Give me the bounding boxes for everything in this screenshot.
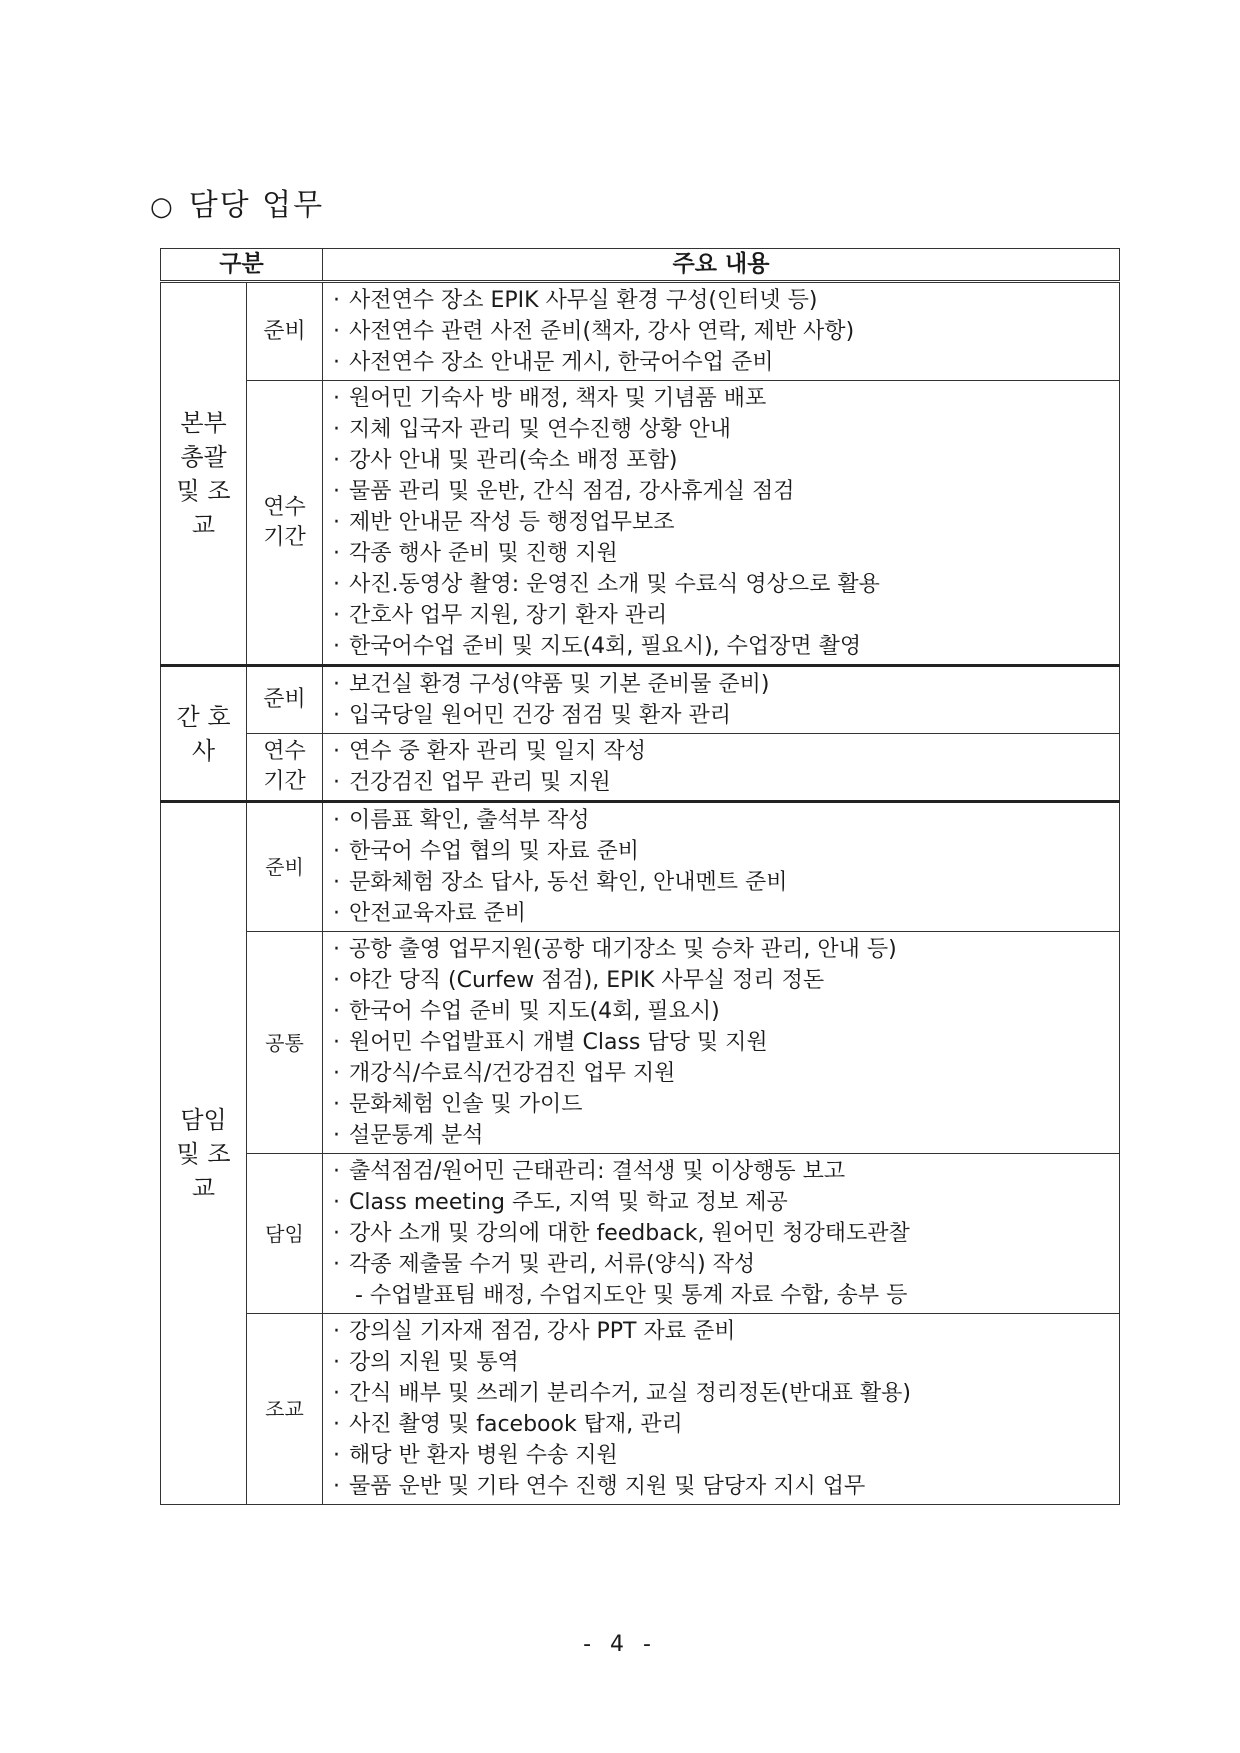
item-list bbox=[329, 736, 1113, 798]
content-cell bbox=[323, 802, 1120, 932]
list-item bbox=[333, 805, 1113, 836]
list-item-text: 물품 관리 및 운반, 간식 점검, 강사휴게실 점검 bbox=[349, 479, 795, 504]
item-list bbox=[329, 805, 1113, 929]
list-item bbox=[333, 1058, 1113, 1089]
list-item-text: 건강검진 업무 관리 및 지원 bbox=[349, 770, 611, 795]
bullet-icon: · bbox=[333, 1092, 340, 1117]
content-cell bbox=[323, 666, 1120, 734]
list-item-text: 사전연수 장소 EPIK 사무실 환경 구성(인터넷 등) bbox=[349, 288, 818, 313]
bullet-icon: · bbox=[333, 603, 340, 628]
list-item-text: 간식 배부 및 쓰레기 분리수거, 교실 정리정돈(반대표 활용) bbox=[349, 1381, 911, 1406]
list-item-text: 해당 반 환자 병원 수송 지원 bbox=[349, 1443, 618, 1468]
table-row bbox=[161, 734, 1120, 802]
list-item-text: 원어민 기숙사 방 배정, 책자 및 기념품 배포 bbox=[349, 386, 767, 411]
list-item bbox=[333, 965, 1113, 996]
list-item-text: 강의 지원 및 통역 bbox=[349, 1350, 519, 1375]
list-item bbox=[333, 600, 1113, 631]
bullet-icon: · bbox=[333, 999, 340, 1024]
duties-table bbox=[160, 248, 1120, 1505]
table-header-row bbox=[161, 249, 1120, 282]
list-item bbox=[333, 1120, 1113, 1151]
bullet-icon: · bbox=[333, 1030, 340, 1055]
content-cell bbox=[323, 932, 1120, 1154]
list-item bbox=[333, 1409, 1113, 1440]
sub-item-list bbox=[329, 1280, 1113, 1311]
list-item bbox=[333, 767, 1113, 798]
list-item-text: 강사 안내 및 관리(숙소 배정 포함) bbox=[349, 448, 678, 473]
list-item-text: 강의실 기자재 점검, 강사 PPT 자료 준비 bbox=[349, 1319, 736, 1344]
bullet-icon: · bbox=[333, 703, 340, 728]
list-item-text: 야간 당직 (Curfew 점검), EPIK 사무실 정리 정돈 bbox=[349, 968, 825, 993]
list-item bbox=[333, 538, 1113, 569]
list-item-text: 각종 제출물 수거 및 관리, 서류(양식) 작성 bbox=[349, 1252, 756, 1277]
bullet-icon: · bbox=[333, 1061, 340, 1086]
bullet-icon: · bbox=[333, 541, 340, 566]
item-list bbox=[329, 934, 1113, 1151]
bullet-icon: · bbox=[333, 870, 340, 895]
list-item bbox=[333, 1218, 1113, 1249]
table-row bbox=[161, 802, 1120, 932]
list-item bbox=[333, 736, 1113, 767]
list-item bbox=[333, 898, 1113, 929]
list-item bbox=[333, 285, 1113, 316]
list-item-text: 개강식/수료식/건강검진 업무 지원 bbox=[349, 1061, 676, 1086]
list-item bbox=[333, 1378, 1113, 1409]
list-item bbox=[333, 569, 1113, 600]
bullet-icon: · bbox=[333, 288, 340, 313]
subgroup-label: 연수 기간 bbox=[247, 381, 323, 666]
bullet-icon: · bbox=[333, 901, 340, 926]
bullet-icon: · bbox=[333, 479, 340, 504]
list-item-text: 연수 중 환자 관리 및 일지 작성 bbox=[349, 739, 646, 764]
list-item bbox=[333, 347, 1113, 378]
list-item bbox=[333, 1027, 1113, 1058]
bullet-icon: · bbox=[333, 808, 340, 833]
list-item-text: 사전연수 장소 안내문 게시, 한국어수업 준비 bbox=[349, 350, 774, 375]
list-item-text: 간호사 업무 지원, 장기 환자 관리 bbox=[349, 603, 668, 628]
list-item-text: 한국어수업 준비 및 지도(4회, 필요시), 수업장면 촬영 bbox=[349, 634, 862, 659]
table-row bbox=[161, 282, 1120, 381]
bullet-icon: · bbox=[333, 417, 340, 442]
subgroup-label: 준비 bbox=[247, 666, 323, 734]
list-item-text: 한국어 수업 협의 및 자료 준비 bbox=[349, 839, 639, 864]
list-item-text: 사진.동영상 촬영: 운영진 소개 및 수료식 영상으로 활용 bbox=[349, 572, 880, 597]
subgroup-label: 담임 bbox=[247, 1154, 323, 1314]
list-item bbox=[333, 507, 1113, 538]
header-category: 구분 bbox=[161, 249, 323, 282]
list-item bbox=[333, 1316, 1113, 1347]
list-item bbox=[333, 1347, 1113, 1378]
list-item-text: 입국당일 원어민 건강 점검 및 환자 관리 bbox=[349, 703, 731, 728]
list-item-text: 출석점검/원어민 근태관리: 결석생 및 이상행동 보고 bbox=[349, 1159, 846, 1184]
list-item bbox=[333, 414, 1113, 445]
section-title bbox=[150, 180, 324, 224]
list-item: - 수업발표팀 배정, 수업지도안 및 통계 자료 수합, 송부 등 bbox=[355, 1283, 908, 1308]
header-content: 주요 내용 bbox=[323, 249, 1120, 282]
subgroup-label: 준비 bbox=[247, 282, 323, 381]
item-list bbox=[329, 669, 1113, 731]
content-cell bbox=[323, 734, 1120, 802]
bullet-icon: · bbox=[333, 739, 340, 764]
list-item bbox=[333, 631, 1113, 662]
list-item-text: 강사 소개 및 강의에 대한 feedback, 원어민 청강태도관찰 bbox=[349, 1221, 910, 1246]
content-cell bbox=[323, 282, 1120, 381]
list-item-text: 제반 안내문 작성 등 행정업무보조 bbox=[349, 510, 675, 535]
page-number: - 4 - bbox=[583, 1632, 657, 1657]
list-item bbox=[333, 1249, 1113, 1280]
bullet-icon: · bbox=[333, 634, 340, 659]
subgroup-label: 연수 기간 bbox=[247, 734, 323, 802]
list-item-text: Class meeting 주도, 지역 및 학교 정보 제공 bbox=[349, 1190, 788, 1215]
list-item-text: 사진 촬영 및 facebook 탑재, 관리 bbox=[349, 1412, 683, 1437]
bullet-icon: · bbox=[333, 386, 340, 411]
item-list bbox=[329, 285, 1113, 378]
list-item bbox=[333, 445, 1113, 476]
bullet-icon: · bbox=[333, 1381, 340, 1406]
bullet-icon: · bbox=[333, 1123, 340, 1148]
list-item bbox=[333, 1089, 1113, 1120]
bullet-icon: · bbox=[333, 1350, 340, 1375]
subgroup-label: 준비 bbox=[247, 802, 323, 932]
list-item bbox=[333, 1156, 1113, 1187]
list-item-text: 설문통계 분석 bbox=[349, 1123, 484, 1148]
bullet-icon: · bbox=[333, 770, 340, 795]
content-cell bbox=[323, 381, 1120, 666]
subgroup-label: 조교 bbox=[247, 1314, 323, 1505]
group-homeroom: 담임 및 조교 bbox=[161, 802, 247, 1505]
group-hq: 본부 총괄 및 조교 bbox=[161, 282, 247, 666]
section-title-text: 담당 업무 bbox=[188, 188, 325, 223]
bullet-icon: · bbox=[333, 672, 340, 697]
list-item bbox=[333, 836, 1113, 867]
subgroup-label: 공통 bbox=[247, 932, 323, 1154]
bullet-icon: · bbox=[333, 1190, 340, 1215]
bullet-icon: · bbox=[333, 1412, 340, 1437]
bullet-icon: · bbox=[333, 1443, 340, 1468]
bullet-icon: · bbox=[333, 1474, 340, 1499]
list-item bbox=[333, 316, 1113, 347]
list-item bbox=[333, 700, 1113, 731]
content-cell bbox=[323, 1154, 1120, 1314]
list-item bbox=[333, 669, 1113, 700]
section-marker: ○ bbox=[150, 192, 175, 222]
bullet-icon: · bbox=[333, 839, 340, 864]
list-item bbox=[333, 996, 1113, 1027]
bullet-icon: · bbox=[333, 968, 340, 993]
list-item-text: 원어민 수업발표시 개별 Class 담당 및 지원 bbox=[349, 1030, 768, 1055]
group-nurse: 간 호 사 bbox=[161, 666, 247, 802]
list-item-text: 물품 운반 및 기타 연수 진행 지원 및 담당자 지시 업무 bbox=[349, 1474, 866, 1499]
bullet-icon: · bbox=[333, 937, 340, 962]
bullet-icon: · bbox=[333, 350, 340, 375]
list-item-text: 공항 출영 업무지원(공항 대기장소 및 승차 관리, 안내 등) bbox=[349, 937, 897, 962]
list-item bbox=[333, 1440, 1113, 1471]
list-item-text: 사전연수 관련 사전 준비(책자, 강사 연락, 제반 사항) bbox=[349, 319, 855, 344]
list-item-text: 안전교육자료 준비 bbox=[349, 901, 527, 926]
table-row bbox=[161, 666, 1120, 734]
item-list bbox=[329, 1156, 1113, 1280]
bullet-icon: · bbox=[333, 1221, 340, 1246]
list-item-text: 보건실 환경 구성(약품 및 기본 준비물 준비) bbox=[349, 672, 770, 697]
table-row bbox=[161, 381, 1120, 666]
list-item-text: 각종 행사 준비 및 진행 지원 bbox=[349, 541, 618, 566]
list-item-text: 문화체험 장소 답사, 동선 확인, 안내멘트 준비 bbox=[349, 870, 788, 895]
table-row bbox=[161, 932, 1120, 1154]
bullet-icon: · bbox=[333, 448, 340, 473]
bullet-icon: · bbox=[333, 1159, 340, 1184]
list-item bbox=[333, 1187, 1113, 1218]
bullet-icon: · bbox=[333, 1319, 340, 1344]
bullet-icon: · bbox=[333, 510, 340, 535]
list-item bbox=[333, 476, 1113, 507]
list-item bbox=[333, 383, 1113, 414]
table-row bbox=[161, 1154, 1120, 1314]
list-item bbox=[333, 867, 1113, 898]
bullet-icon: · bbox=[333, 319, 340, 344]
bullet-icon: · bbox=[333, 1252, 340, 1277]
item-list bbox=[329, 383, 1113, 662]
list-item-text: 이름표 확인, 출석부 작성 bbox=[349, 808, 590, 833]
list-item-text: 문화체험 인솔 및 가이드 bbox=[349, 1092, 583, 1117]
table-row bbox=[161, 1314, 1120, 1505]
item-list bbox=[329, 1316, 1113, 1502]
list-item bbox=[333, 934, 1113, 965]
list-item bbox=[333, 1471, 1113, 1502]
list-item-text: 지체 입국자 관리 및 연수진행 상황 안내 bbox=[349, 417, 731, 442]
content-cell bbox=[323, 1314, 1120, 1505]
list-item-text: 한국어 수업 준비 및 지도(4회, 필요시) bbox=[349, 999, 720, 1024]
bullet-icon: · bbox=[333, 572, 340, 597]
